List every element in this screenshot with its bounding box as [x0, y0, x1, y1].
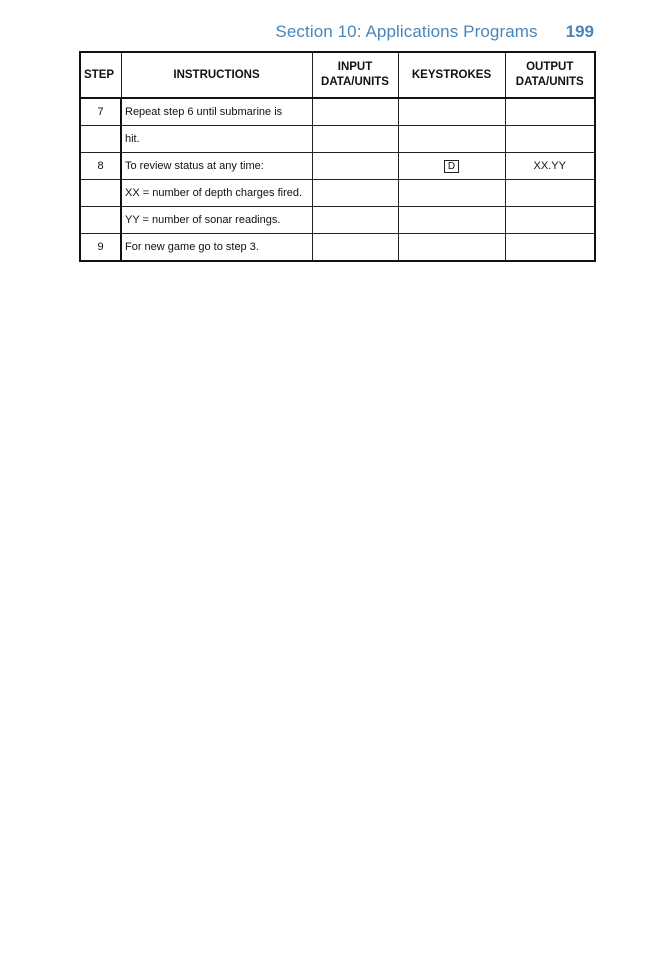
- step-cell: 8: [80, 153, 121, 180]
- input-cell: [312, 98, 398, 126]
- table-row: [80, 234, 595, 262]
- column-header-input-line1: INPUT: [337, 61, 373, 73]
- column-header-output-line2: DATA/UNITS: [515, 76, 584, 88]
- output-cell: [505, 207, 595, 234]
- step-cell: [80, 126, 121, 153]
- output-cell: [505, 126, 595, 153]
- input-cell: [312, 180, 398, 207]
- instruction-cell: For new game go to step 3.: [121, 234, 312, 262]
- input-cell: [312, 234, 398, 262]
- output-cell: [505, 98, 595, 126]
- table-row: [80, 180, 595, 207]
- output-cell: [505, 180, 595, 207]
- column-header-input: [312, 52, 398, 98]
- keystrokes-cell: [398, 153, 505, 180]
- column-header-instructions: INSTRUCTIONS: [121, 52, 312, 98]
- step-cell: 9: [80, 234, 121, 262]
- table-header-row: [80, 52, 595, 98]
- d-key-icon: D: [444, 160, 459, 173]
- keystrokes-cell: [398, 98, 505, 126]
- input-cell: [312, 207, 398, 234]
- page-header: [275, 22, 594, 42]
- keystrokes-cell: [398, 126, 505, 153]
- step-cell: [80, 207, 121, 234]
- output-cell: [505, 234, 595, 262]
- instruction-cell: To review status at any time:: [121, 153, 312, 180]
- instruction-cell: Repeat step 6 until submarine is: [121, 98, 312, 126]
- input-cell: [312, 153, 398, 180]
- table-row: [80, 126, 595, 153]
- section-title: Section 10: Applications Programs: [275, 22, 538, 41]
- page-number: 199: [565, 22, 594, 41]
- step-cell: 7: [80, 98, 121, 126]
- instruction-cell: YY = number of sonar readings.: [121, 207, 312, 234]
- table-row: [80, 207, 595, 234]
- instruction-cell: XX = number of depth charges fired.: [121, 180, 312, 207]
- column-header-input-line2: DATA/UNITS: [321, 76, 389, 88]
- instructions-table: [79, 51, 596, 262]
- instruction-cell: hit.: [121, 126, 312, 153]
- step-cell: [80, 180, 121, 207]
- output-cell: XX.YY: [505, 153, 595, 180]
- input-cell: [312, 126, 398, 153]
- column-header-output-line1: OUTPUT: [526, 61, 574, 73]
- table-row: [80, 98, 595, 126]
- column-header-step: STEP: [80, 52, 121, 98]
- keystrokes-cell: [398, 207, 505, 234]
- keystrokes-cell: [398, 180, 505, 207]
- keystrokes-cell: [398, 234, 505, 262]
- table-row: [80, 153, 595, 180]
- column-header-output: [505, 52, 595, 98]
- column-header-keystrokes: KEYSTROKES: [398, 52, 505, 98]
